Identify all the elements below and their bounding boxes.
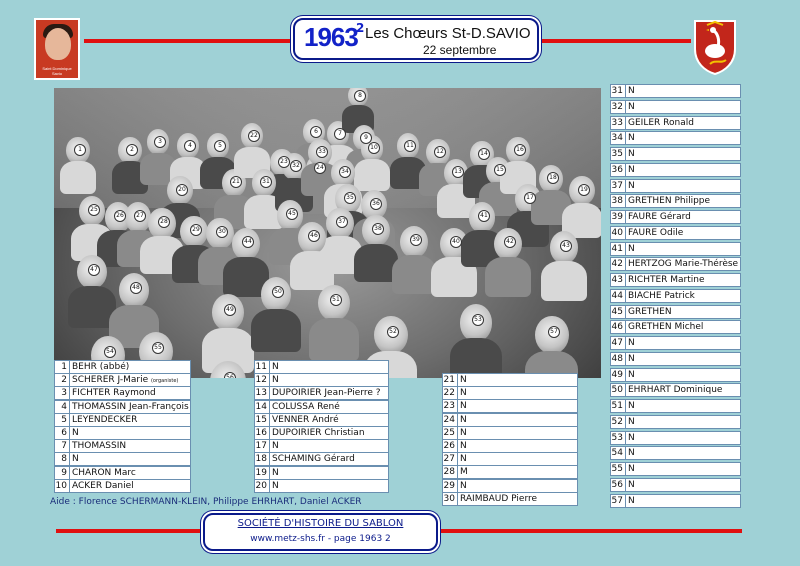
name-row bbox=[442, 452, 578, 466]
footer-box bbox=[203, 513, 438, 551]
name-row bbox=[254, 373, 389, 387]
person-body bbox=[354, 159, 391, 191]
person-number: 17 bbox=[255, 440, 270, 452]
person-name: FICHTER Raymond bbox=[72, 388, 156, 399]
photo-number-label: 43 bbox=[560, 240, 572, 252]
person-name: N bbox=[272, 467, 279, 478]
photo-number-label: 15 bbox=[494, 164, 506, 176]
photo-number-label: 12 bbox=[434, 146, 446, 158]
person-number: 31 bbox=[611, 85, 626, 97]
person-number: 55 bbox=[611, 463, 626, 475]
person-number: 16 bbox=[255, 427, 270, 439]
name-row bbox=[442, 492, 578, 506]
person-name: LEYENDECKER bbox=[72, 414, 138, 425]
person-number: 14 bbox=[255, 401, 270, 413]
photo-number-label: 33 bbox=[316, 146, 328, 158]
person-name: N bbox=[460, 441, 467, 451]
person-name: N bbox=[628, 338, 635, 348]
photo-number-label: 44 bbox=[242, 236, 254, 248]
person-number: 32 bbox=[611, 101, 626, 113]
photo-number-label: 20 bbox=[176, 184, 188, 196]
name-row bbox=[254, 426, 389, 440]
page-title: Les Chœurs St-D.SAVIO bbox=[365, 25, 531, 42]
name-row bbox=[610, 194, 741, 208]
person-name: N bbox=[628, 133, 635, 144]
person-name: N bbox=[72, 454, 79, 465]
photo-number-label: 5 bbox=[214, 140, 226, 152]
group-photo bbox=[54, 88, 601, 378]
name-row bbox=[610, 383, 741, 397]
title-box bbox=[293, 18, 539, 60]
photo-number-label: 23 bbox=[278, 156, 290, 168]
photo-number-label: 56 bbox=[224, 372, 236, 378]
photo-number-label: 19 bbox=[578, 184, 590, 196]
person-name: DUPOIRIER Christian bbox=[272, 428, 365, 438]
person-name: N bbox=[628, 432, 635, 443]
name-row bbox=[610, 446, 741, 460]
person-name: N bbox=[628, 180, 635, 191]
person-number: 24 bbox=[443, 414, 458, 426]
person-number: 38 bbox=[611, 195, 626, 207]
portrait-caption: Saint Dominique Savio bbox=[42, 66, 72, 76]
name-row bbox=[254, 413, 389, 427]
name-row bbox=[442, 439, 578, 453]
person-name: N bbox=[628, 401, 635, 411]
name-row bbox=[442, 465, 578, 479]
name-row bbox=[442, 413, 578, 427]
photo-number-label: 45 bbox=[286, 208, 298, 220]
person-name: THOMASSIN Jean-François bbox=[72, 401, 189, 412]
photo-number-label: 9 bbox=[360, 132, 372, 144]
person-name: N bbox=[628, 369, 635, 380]
photo-number-label: 46 bbox=[308, 230, 320, 242]
name-row bbox=[610, 147, 741, 161]
name-row bbox=[54, 452, 191, 466]
photo-number-label: 51 bbox=[330, 294, 342, 306]
name-row bbox=[254, 400, 389, 414]
name-row bbox=[610, 478, 741, 492]
photo-number-label: 52 bbox=[387, 326, 399, 338]
photo-number-label: 8 bbox=[354, 90, 366, 102]
person-name: N bbox=[628, 243, 635, 254]
photo-number-label: 57 bbox=[548, 326, 560, 338]
person-number: 7 bbox=[55, 440, 70, 452]
photo-number-label: 50 bbox=[272, 286, 284, 298]
person-number: 15 bbox=[255, 414, 270, 426]
name-row bbox=[54, 426, 191, 440]
person-name: N bbox=[628, 86, 635, 96]
person-body bbox=[392, 255, 437, 294]
person-name: RAIMBAUD Pierre bbox=[460, 493, 538, 504]
person-number: 3 bbox=[55, 387, 70, 399]
person-number: 21 bbox=[443, 374, 458, 386]
name-row bbox=[610, 431, 741, 445]
person-body bbox=[60, 161, 97, 193]
person-name: N bbox=[460, 388, 467, 399]
photo-number-label: 4 bbox=[184, 140, 196, 152]
person-number: 43 bbox=[611, 274, 626, 286]
photo-number-label: 29 bbox=[190, 224, 202, 236]
person-number: 10 bbox=[55, 480, 70, 492]
photo-number-label: 17 bbox=[524, 192, 536, 204]
photo-number-label: 36 bbox=[370, 198, 382, 210]
photo-number-label: 37 bbox=[336, 216, 348, 228]
name-row bbox=[610, 415, 741, 429]
name-row bbox=[54, 386, 191, 400]
person-name: FAURE Gérard bbox=[628, 212, 691, 222]
name-row bbox=[442, 426, 578, 440]
person-number: 19 bbox=[255, 467, 270, 479]
person-name: N bbox=[628, 164, 635, 175]
person-name: N bbox=[628, 416, 635, 427]
person-name: GRETHEN Philippe bbox=[628, 196, 711, 207]
name-row bbox=[610, 336, 741, 350]
person-name: N bbox=[272, 375, 279, 386]
person-number: 44 bbox=[611, 290, 626, 302]
person-number: 2 bbox=[55, 374, 70, 386]
person-number: 52 bbox=[611, 416, 626, 428]
society-name: SOCIÉTÉ D'HISTOIRE DU SABLON bbox=[237, 518, 404, 529]
person-number: 6 bbox=[55, 427, 70, 439]
name-row bbox=[54, 413, 191, 427]
person-name: N bbox=[628, 495, 635, 506]
person-number: 5 bbox=[55, 414, 70, 426]
person-body bbox=[485, 257, 530, 296]
person-number: 46 bbox=[611, 321, 626, 333]
person-number: 27 bbox=[443, 453, 458, 465]
person-number: 20 bbox=[255, 480, 270, 492]
person-number: 56 bbox=[611, 479, 626, 491]
person-number: 22 bbox=[443, 387, 458, 399]
photo-number-label: 10 bbox=[368, 142, 380, 154]
person-number: 29 bbox=[443, 480, 458, 492]
person-number: 30 bbox=[443, 493, 458, 505]
person-name: N bbox=[460, 427, 467, 438]
person-number: 1 bbox=[55, 361, 70, 373]
person-name: N bbox=[272, 441, 279, 452]
person-number: 33 bbox=[611, 117, 626, 129]
name-row bbox=[442, 479, 578, 493]
title-date: 22 septembre bbox=[423, 43, 497, 57]
person-number: 25 bbox=[443, 427, 458, 439]
photo-number-label: 6 bbox=[310, 126, 322, 138]
photo-number-label: 28 bbox=[158, 216, 170, 228]
person-number: 18 bbox=[255, 453, 270, 465]
name-row bbox=[610, 494, 741, 508]
photo-number-label: 54 bbox=[104, 346, 116, 358]
name-row bbox=[54, 360, 191, 374]
person-name: N bbox=[628, 464, 635, 474]
person-body bbox=[251, 309, 300, 352]
name-row bbox=[54, 373, 191, 387]
person-name: N bbox=[628, 101, 635, 112]
person-number: 39 bbox=[611, 211, 626, 223]
name-row bbox=[610, 320, 741, 334]
person-name: FAURE Odile bbox=[628, 227, 684, 238]
photo-number-label: 38 bbox=[372, 223, 384, 235]
name-row bbox=[610, 399, 741, 413]
person-number: 37 bbox=[611, 180, 626, 192]
photo-number-label: 39 bbox=[410, 234, 422, 246]
person-number: 4 bbox=[55, 401, 70, 413]
top-rail-left bbox=[84, 39, 296, 43]
person-name: N bbox=[628, 353, 635, 364]
saint-portrait bbox=[34, 18, 80, 80]
photo-number-label: 30 bbox=[216, 226, 228, 238]
photo-number-label: 42 bbox=[504, 236, 516, 248]
person-body bbox=[541, 261, 586, 301]
person-number: 42 bbox=[611, 258, 626, 270]
name-row bbox=[442, 373, 578, 387]
photo-number-label: 35 bbox=[344, 192, 356, 204]
name-row bbox=[54, 466, 191, 480]
person-number: 26 bbox=[443, 440, 458, 452]
bottom-rail-right bbox=[436, 529, 742, 533]
name-row bbox=[254, 452, 389, 466]
person-name: N bbox=[272, 362, 279, 372]
name-row bbox=[610, 84, 741, 98]
photo-number-label: 34 bbox=[339, 166, 351, 178]
person-name: N bbox=[460, 454, 467, 465]
title-superscript: 2 bbox=[356, 21, 365, 35]
photo-number-label: 41 bbox=[478, 210, 490, 222]
name-row bbox=[610, 242, 741, 256]
person-number: 47 bbox=[611, 337, 626, 349]
name-row bbox=[610, 368, 741, 382]
person-name: VENNER André bbox=[272, 414, 339, 425]
name-row bbox=[442, 386, 578, 400]
society-site: www.metz-shs.fr - page 1963 2 bbox=[250, 534, 391, 544]
photo-number-label: 26 bbox=[114, 210, 126, 222]
photo-number-label: 49 bbox=[224, 304, 236, 316]
name-row bbox=[610, 100, 741, 114]
name-row bbox=[254, 360, 389, 374]
photo-number-label: 32 bbox=[290, 160, 302, 172]
name-row bbox=[610, 210, 741, 224]
person-name: ACKER Daniel bbox=[72, 480, 134, 491]
person-number: 9 bbox=[55, 467, 70, 479]
person-body bbox=[309, 318, 359, 362]
person-number: 41 bbox=[611, 243, 626, 255]
person-number: 35 bbox=[611, 148, 626, 160]
person-number: 8 bbox=[55, 453, 70, 465]
name-row bbox=[254, 386, 389, 400]
name-row bbox=[442, 399, 578, 413]
person-name: M bbox=[460, 467, 468, 478]
person-number: 45 bbox=[611, 306, 626, 318]
name-row bbox=[254, 479, 389, 493]
bottom-rail-left bbox=[56, 529, 206, 533]
person-number: 11 bbox=[255, 361, 270, 373]
person-name: HERTZOG Marie-Thérèse bbox=[628, 259, 739, 270]
person-number: 50 bbox=[611, 384, 626, 396]
person-name: N bbox=[460, 480, 467, 491]
person-number: 23 bbox=[443, 400, 458, 412]
photo-number-label: 27 bbox=[134, 210, 146, 222]
person-name: GRETHEN bbox=[628, 306, 672, 317]
photo-number-label: 2 bbox=[126, 144, 138, 156]
name-row bbox=[54, 439, 191, 453]
photo-number-label: 7 bbox=[334, 128, 346, 140]
person-name: N bbox=[460, 375, 467, 385]
photo-number-label: 18 bbox=[547, 172, 559, 184]
photo-number-label: 21 bbox=[230, 176, 242, 188]
name-row bbox=[610, 289, 741, 303]
photo-number-label: 24 bbox=[314, 162, 326, 174]
photo-number-label: 55 bbox=[152, 342, 164, 354]
person-name: BEHR (abbé) bbox=[72, 362, 130, 372]
person-number: 49 bbox=[611, 369, 626, 381]
aide-credits: Aide : Florence SCHERMANN-KLEIN, Philippe EHRHART, Daniel ACKER bbox=[50, 497, 362, 507]
name-row bbox=[54, 479, 191, 493]
photo-number-label: 47 bbox=[88, 264, 100, 276]
person-name: CHARON Marc bbox=[72, 467, 136, 478]
person-name: DUPOIRIER Jean-Pierre ? bbox=[272, 388, 381, 399]
photo-number-label: 40 bbox=[450, 236, 462, 248]
name-row bbox=[610, 116, 741, 130]
name-row bbox=[610, 257, 741, 271]
name-row bbox=[610, 462, 741, 476]
person-number: 13 bbox=[255, 387, 270, 399]
name-row bbox=[610, 226, 741, 240]
person-name: N bbox=[272, 480, 279, 491]
name-row bbox=[610, 179, 741, 193]
name-row bbox=[610, 352, 741, 366]
title-year: 1963 bbox=[304, 22, 358, 52]
photo-number-label: 25 bbox=[88, 204, 100, 216]
person-number: 48 bbox=[611, 353, 626, 365]
person-name: N bbox=[628, 479, 635, 490]
photo-number-label: 16 bbox=[514, 144, 526, 156]
person-number: 40 bbox=[611, 227, 626, 239]
person-name: SCHAMING Gérard bbox=[272, 454, 355, 465]
person-number: 34 bbox=[611, 132, 626, 144]
name-row bbox=[254, 439, 389, 453]
person-name: N bbox=[460, 414, 467, 425]
person-name: N bbox=[460, 401, 467, 412]
person-name: GEILER Ronald bbox=[628, 117, 694, 128]
person-number: 36 bbox=[611, 164, 626, 176]
photo-number-label: 53 bbox=[472, 314, 484, 326]
person-name: N bbox=[628, 448, 635, 459]
person-number: 12 bbox=[255, 374, 270, 386]
name-row bbox=[254, 466, 389, 480]
photo-number-label: 3 bbox=[154, 136, 166, 148]
person-number: 54 bbox=[611, 447, 626, 459]
person-name: THOMASSIN bbox=[72, 441, 127, 452]
photo-number-label: 13 bbox=[452, 166, 464, 178]
person-name: N bbox=[72, 428, 79, 438]
photo-number-label: 48 bbox=[130, 282, 142, 294]
person-name: EHRHART Dominique bbox=[628, 385, 723, 396]
person-name: COLUSSA René bbox=[272, 401, 340, 412]
person-number: 53 bbox=[611, 432, 626, 444]
photo-number-label: 14 bbox=[478, 148, 490, 160]
person-name: BIACHE Patrick bbox=[628, 290, 695, 301]
person-body bbox=[290, 251, 335, 290]
name-row bbox=[610, 163, 741, 177]
person-name: GRETHEN Michel bbox=[628, 322, 704, 333]
person-number: 51 bbox=[611, 400, 626, 412]
person-number: 57 bbox=[611, 495, 626, 507]
person-name: N bbox=[628, 149, 635, 159]
person-note: (organiste) bbox=[150, 378, 179, 385]
photo-number-label: 31 bbox=[260, 176, 272, 188]
photo-number-label: 11 bbox=[404, 140, 416, 152]
top-rail-right bbox=[537, 39, 691, 43]
name-row bbox=[610, 305, 741, 319]
photo-number-label: 22 bbox=[248, 130, 260, 142]
sablon-crest-icon bbox=[693, 19, 737, 75]
name-row bbox=[54, 400, 191, 414]
person-name: SCHERER J-Marie (organiste) bbox=[72, 375, 179, 386]
person-name: RICHTER Martine bbox=[628, 275, 705, 285]
photo-number-label: 1 bbox=[74, 144, 86, 156]
name-row bbox=[610, 131, 741, 145]
person-number: 28 bbox=[443, 466, 458, 478]
name-row bbox=[610, 273, 741, 287]
